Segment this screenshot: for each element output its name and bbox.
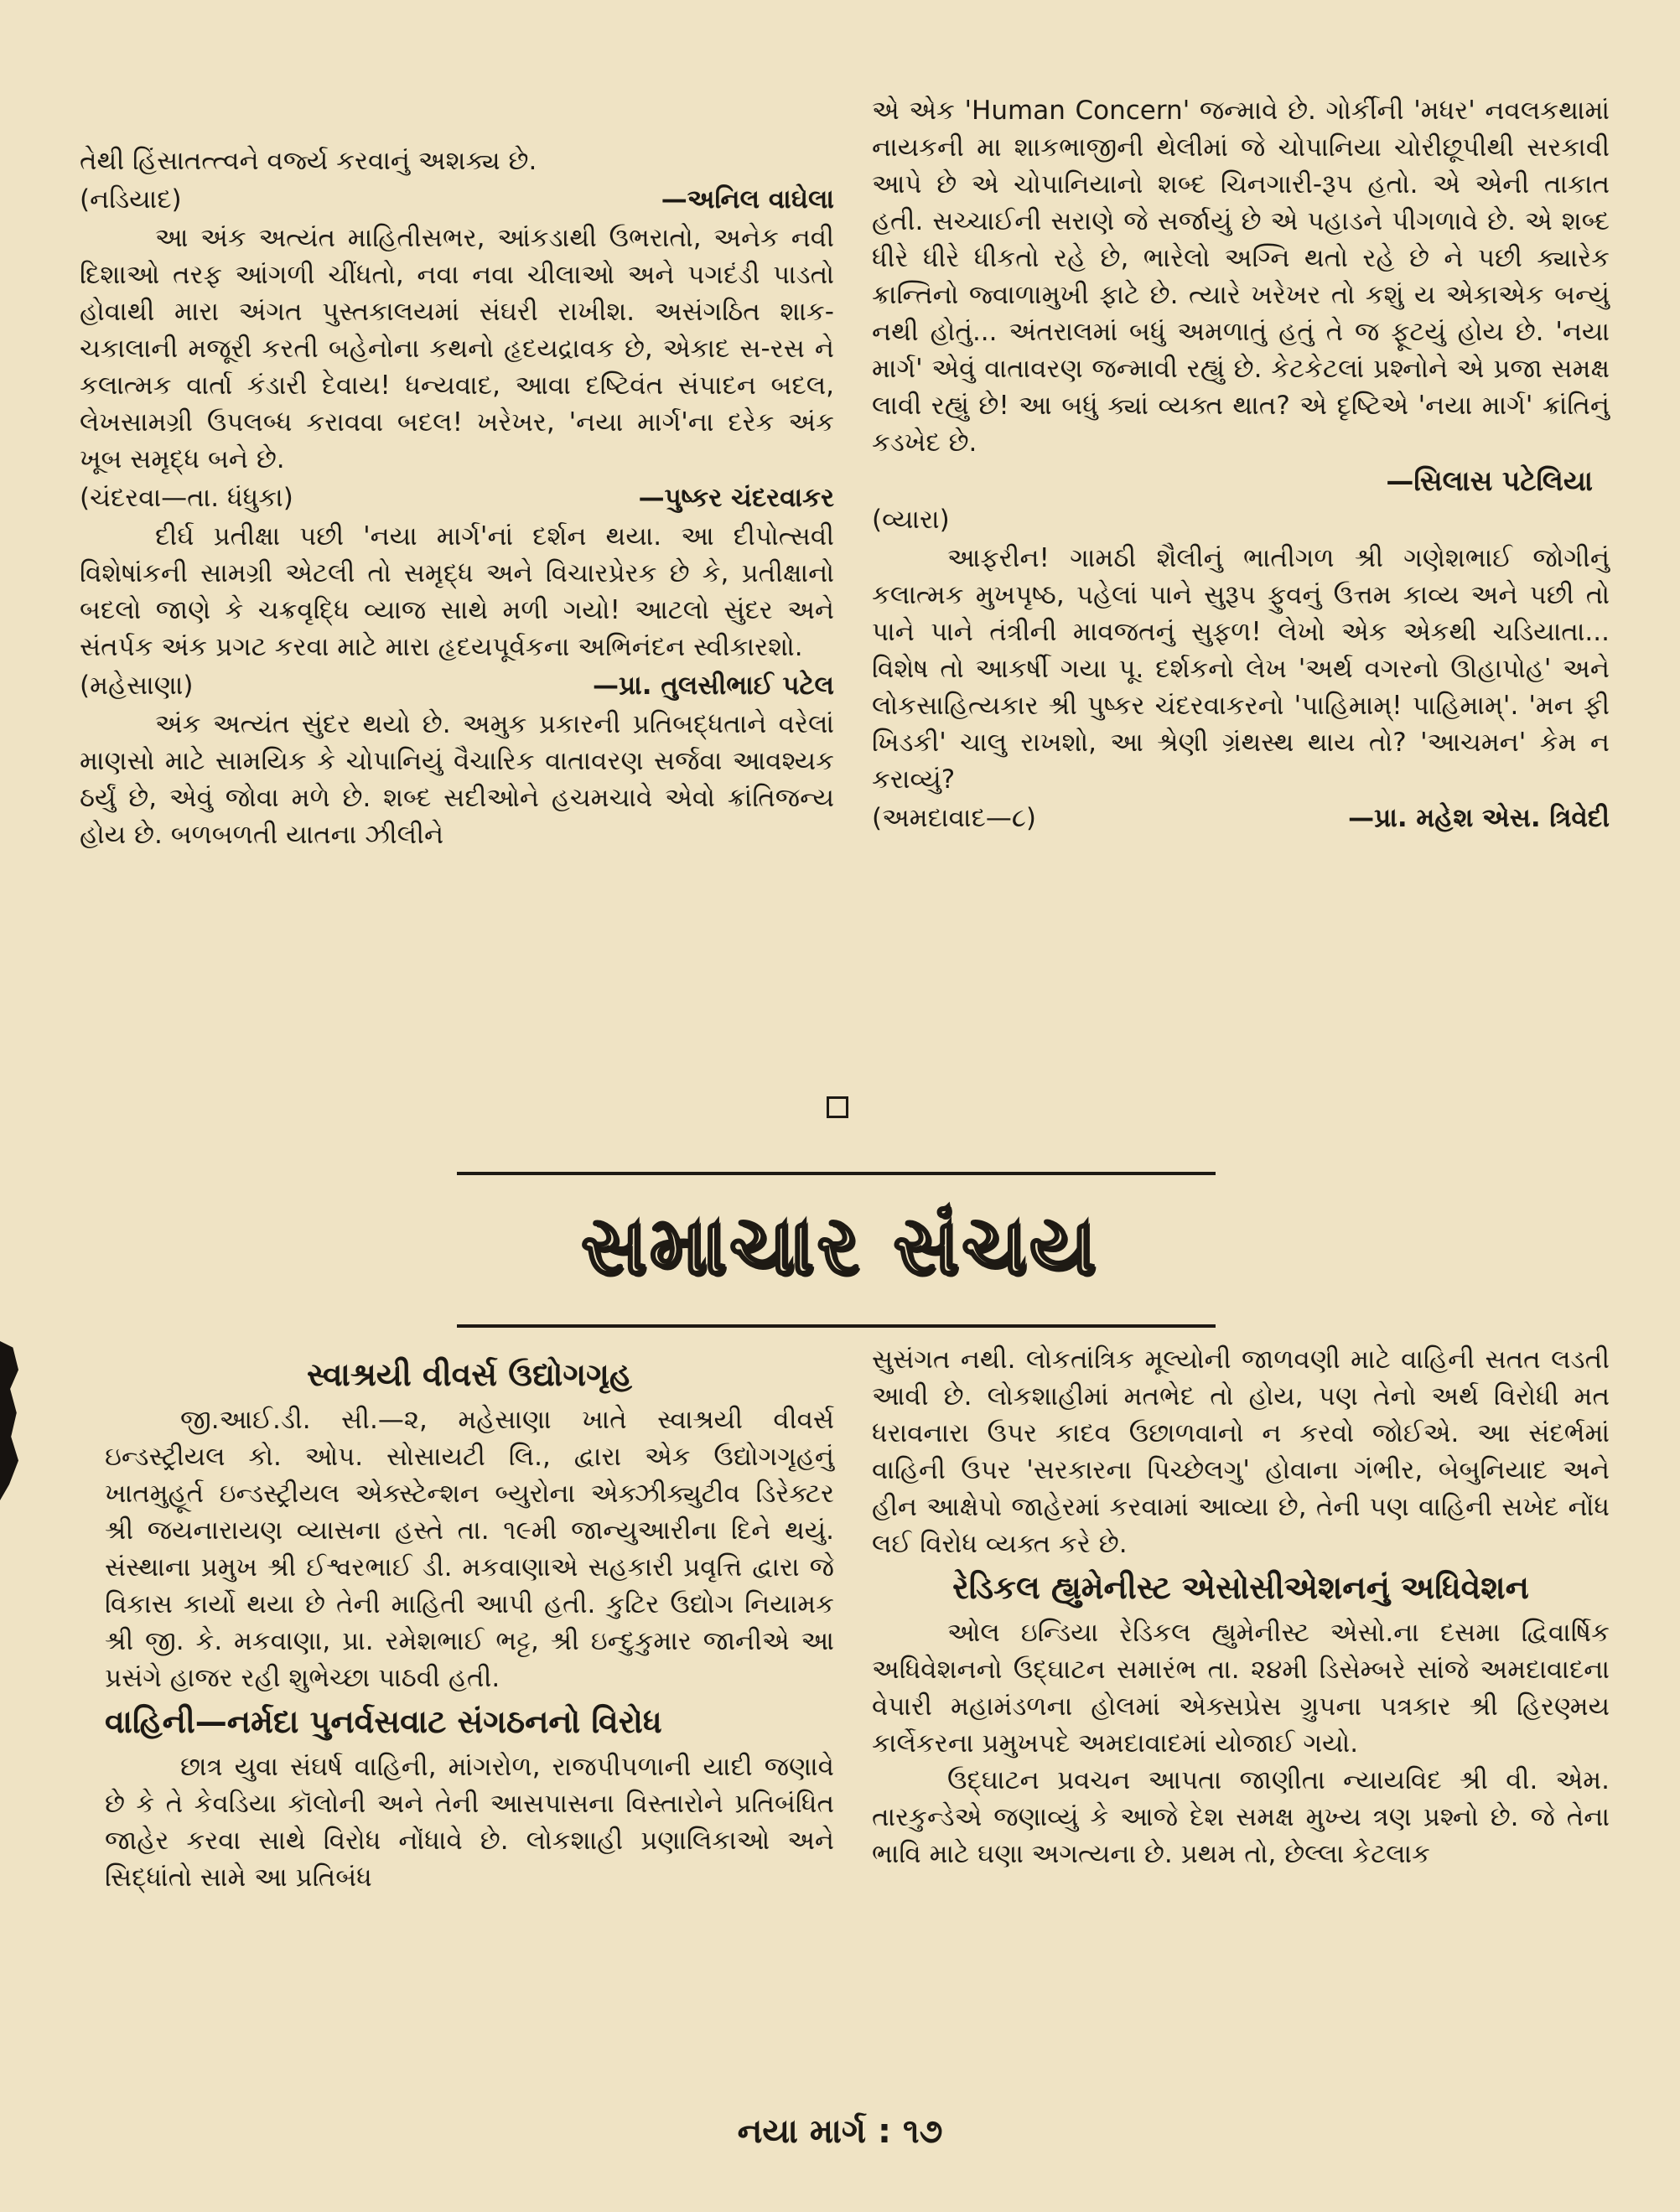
signature-place: (વ્યારા) xyxy=(872,505,950,535)
signature-name: —સિલાસ પટેલિયા xyxy=(1386,464,1593,497)
signature-place: (ચંદરવા—તા. ધંધુકા) xyxy=(80,483,293,513)
news-headline: વાહિની—નર્મદા પુનર્વસવાટ સંગઠનનો વિરોધ xyxy=(105,1703,662,1740)
section-title: સમાચાર સંચય xyxy=(581,1199,1099,1292)
letter-signature xyxy=(80,479,834,516)
paragraph: ઉદ્ઘાટન પ્રવચન આપતા જાણીતા ન્યાયવિદ શ્રી વી. એમ. તારકુન્ડેએ જણાવ્યું કે આજે દેશ સમક્ષ મુખ્ય ત્રણ પ્રશ્નો છે. જે તેના ભાવિ માટે ઘણા અગત્યના છે. પ્રથમ તો, છેલ્લા કેટલાક xyxy=(872,1765,1610,1869)
signature-name: —પ્રા. મહેશ એસ. ત્રિવેદી xyxy=(1348,803,1610,833)
title-rule-top xyxy=(457,1172,1216,1175)
paragraph: એ એક 'Human Concern' જન્માવે છે. ગોર્કીની 'મધર' નવલકથામાં નાયકની મા શાકભાજીની થેલીમાં જે ચોપાનિયા ચોરીછૂપીથી સરકાવી આપે છે એ ચોપાનિયાનો શબ્દ ચિનગારી-રૂપ હતો. એ એની તાકાત હતી. સચ્ચાઈની સરાણે જે સર્જાયું છે એ પહાડને પીગળાવે છે. એ શબ્દ ધીરે ધીરે ધીકતો રહે છે, ભારેલો અગ્નિ થતો રહે છે ને પછી ક્યારેક ક્રાન્તિનો જ્વાળામુખી ફાટે છે. ત્યારે ખરેખર તો કશું ય એકાએક બન્યું નથી હોતું... અંતરાલમાં બધું અમળાતું હતું તે જ ફૂટયું હોય છે. 'નયા માર્ગ' એવું વાતાવરણ જન્માવી રહ્યું છે. કેટકેટલાં પ્રશ્નોને એ પ્રજા સમક્ષ લાવી રહ્યું છે! આ બધું ક્યાં વ્યક્ત થાત? એ દૃષ્ટિએ 'નયા માર્ગ' ક્રાંતિનું કડખેદ છે. xyxy=(872,96,1610,458)
news-column-right xyxy=(872,1341,1610,1873)
letter-signature xyxy=(80,667,834,704)
signature-name: —અનિલ વાઘેલા xyxy=(661,184,834,215)
paragraph: આફરીન! ગામઠી શૈલીનું ભાતીગળ શ્રી ગણેશભાઈ જોગીનું કલાત્મક મુખપૃષ્ઠ, પહેલાં પાને સુરૂપ ફુવનું ઉત્તમ કાવ્ય અને પછી તો પાને પાને તંત્રીની માવજતનું સુફળ! લેખો એક એકથી ચડિયાતા... વિશેષ તો આકર્ષી ગયા પૂ. દર્શકનો લેખ 'અર્થ વગરનો ઊહાપોહ' અને લોકસાહિત્યકાર શ્રી પુષ્કર ચંદરવાકરનો 'પાહિમામ્! પાહિમામ્'. 'મન ફી ખિડકી' ચાલુ રાખશો, આ શ્રેણી ગ્રંથસ્થ થાય તો? 'આચમન' કેમ ન કરાવ્યું? xyxy=(872,543,1610,795)
news-headline: સ્વાશ્રયી વીવર્સ ઉદ્યોગગૃહ xyxy=(307,1356,632,1393)
title-rule-bottom xyxy=(457,1324,1216,1328)
news-column-left xyxy=(105,1349,834,1896)
letter-signature xyxy=(872,800,1610,837)
section-end-marker xyxy=(827,1096,848,1118)
paragraph: તેથી હિંસાતત્ત્વને વર્જ્ય કરવાનું અશક્ય છે. xyxy=(80,146,537,176)
paragraph: ઓલ ઇન્ડિયા રેડિકલ હ્યુમેનીસ્ટ એસો.ના દસમા દ્વિવાર્ષિક અધિવેશનનો ઉદ્ઘાટન સમારંભ તા. ૨૪મી ડિસેમ્બરે સાંજે અમદાવાદના વેપારી મહામંડળના હોલમાં એક્સપ્રેસ ગ્રુપના પત્રકાર શ્રી હિરણ્મય કાર્લેકરના પ્રમુખપદે અમદાવાદમાં યોજાઈ ગયો. xyxy=(872,1618,1610,1759)
paragraph: છાત્ર યુવા સંઘર્ષ વાહિની, માંગરોળ, રાજપીપળાની યાદી જણાવે છે કે તે કેવડિયા કૉલોની અને તેની આસપાસના વિસ્તારોને પ્રતિબંધિત જાહેર કરવા સાથે વિરોધ નોંધાવે છે. લોકશાહી પ્રણાલિકાઓ અને સિદ્ધાંતો સામે આ પ્રતિબંધ xyxy=(105,1752,834,1893)
paragraph: સુસંગત નથી. લોકતાંત્રિક મૂલ્યોની જાળવણી માટે વાહિની સતત લડતી આવી છે. લોકશાહીમાં મતભેદ તો હોય, પણ તેનો અર્થ વિરોધી મત ધરાવનારા ઉપર કાદવ ઉછાળવાનો ન કરવો જોઈએ. આ સંદર્ભમાં વાહિની ઉપર 'સરકારના પિચ્છેલગુ' હોવાના ગંભીર, બેબુનિયાદ અને હીન આક્ષેપો જાહેરમાં કરવામાં આવ્યા છે, તેની પણ વાહિની સખેદ નોંધ લઈ વિરોધ વ્યક્ત કરે છે. xyxy=(872,1344,1610,1559)
letter-signature xyxy=(80,181,834,218)
page-footer: નયા માર્ગ : ૧૭ xyxy=(737,2112,943,2151)
torn-page-edge xyxy=(0,1341,18,1500)
signature-name: —પ્રા. તુલસીભાઈ પટેલ xyxy=(593,671,834,701)
signature-place: (અમદાવાદ—૮) xyxy=(872,803,1036,833)
letters-column-left xyxy=(80,142,834,853)
signature-name: —પુષ્કર ચંદરવાકર xyxy=(638,483,834,513)
news-headline: રેડિકલ હ્યુમેનીસ્ટ એસોસીએશનનું અધિવેશન xyxy=(952,1569,1529,1606)
signature-place: (મહેસાણા) xyxy=(80,671,194,701)
paragraph: આ અંક અત્યંત માહિતીસભર, આંકડાથી ઉભરાતો, અનેક નવી દિશાઓ તરફ આંગળી ચીંધતો, નવા નવા ચીલાઓ અને પગદંડી પાડતો હોવાથી મારા અંગત પુસ્તકાલયમાં સંઘરી રાખીશ. અસંગઠિત શાક-ચકાલાની મજૂરી કરતી બહેનોના કથનો હૃદયદ્રાવક છે, એકાદ સ-રસ ને કલાત્મક વાર્તા કંડારી દેવાય! ધન્યવાદ, આવા દષ્ટિવંત સંપાદન બદલ, લેખસામગ્રી ઉપલબ્ધ કરાવવા બદલ! ખરેખર, 'નયા માર્ગ'ના દરેક અંક ખૂબ સમૃદ્ધ બને છે. xyxy=(80,223,834,474)
paragraph: અંક અત્યંત સુંદર થયો છે. અમુક પ્રકારની પ્રતિબદ્ધતાને વરેલાં માણસો માટે સામયિક કે ચોપાનિયું વૈચારિક વાતાવરણ સર્જવા આવશ્યક ઠર્યું છે, એવું જોવા મળે છે. શબ્દ સદીઓને હચમચાવે એવો ક્રાંતિજન્ય હોય છે. બળબળતી યાતના ઝીલીને xyxy=(80,709,834,850)
letters-column-right xyxy=(872,92,1610,838)
paragraph: જી.આઈ.ડી. સી.—૨, મહેસાણા ખાતે સ્વાશ્રયી વીવર્સ ઇન્ડસ્ટ્રીયલ કો. ઓપ. સોસાયટી લિ., દ્વારા એક ઉદ્યોગગૃહનું ખાતમુહૂર્ત ઇન્ડસ્ટ્રીયલ એક્સ્ટેન્શન બ્યુરોના એક્ઝીક્યુટીવ ડિરેક્ટર શ્રી જયનારાયણ વ્યાસના હસ્તે તા. ૧૯મી જાન્યુઆરીના દિને થયું. સંસ્થાના પ્રમુખ શ્રી ઈશ્વરભાઈ ડી. મકવાણાએ સહકારી પ્રવૃત્તિ દ્વારા જે વિકાસ કાર્યો થયા છે તેની માહિતી આપી હતી. કુટિર ઉદ્યોગ નિયામક શ્રી જી. કે. મકવાણા, પ્રા. રમેશભાઈ ભટ્ટ, શ્રી ઇન્દુકુમાર જાનીએ આ પ્રસંગે હાજર રહી શુભેચ્છા પાઠવી હતી. xyxy=(105,1405,834,1693)
signature-place: (નડિયાદ) xyxy=(80,184,182,215)
paragraph: દીર્ઘ પ્રતીક્ષા પછી 'નયા માર્ગ'નાં દર્શન થયા. આ દીપોત્સવી વિશેષાંકની સામગ્રી એટલી તો સમૃદ્ધ અને વિચારપ્રેરક છે કે, પ્રતીક્ષાનો બદલો જાણે કે ચક્રવૃદ્ધિ વ્યાજ સાથે મળી ગયો! આટલો સુંદર અને સંતર્પક અંક પ્રગટ કરવા માટે મારા હૃદયપૂર્વકના અભિનંદન સ્વીકારશો. xyxy=(80,521,834,662)
